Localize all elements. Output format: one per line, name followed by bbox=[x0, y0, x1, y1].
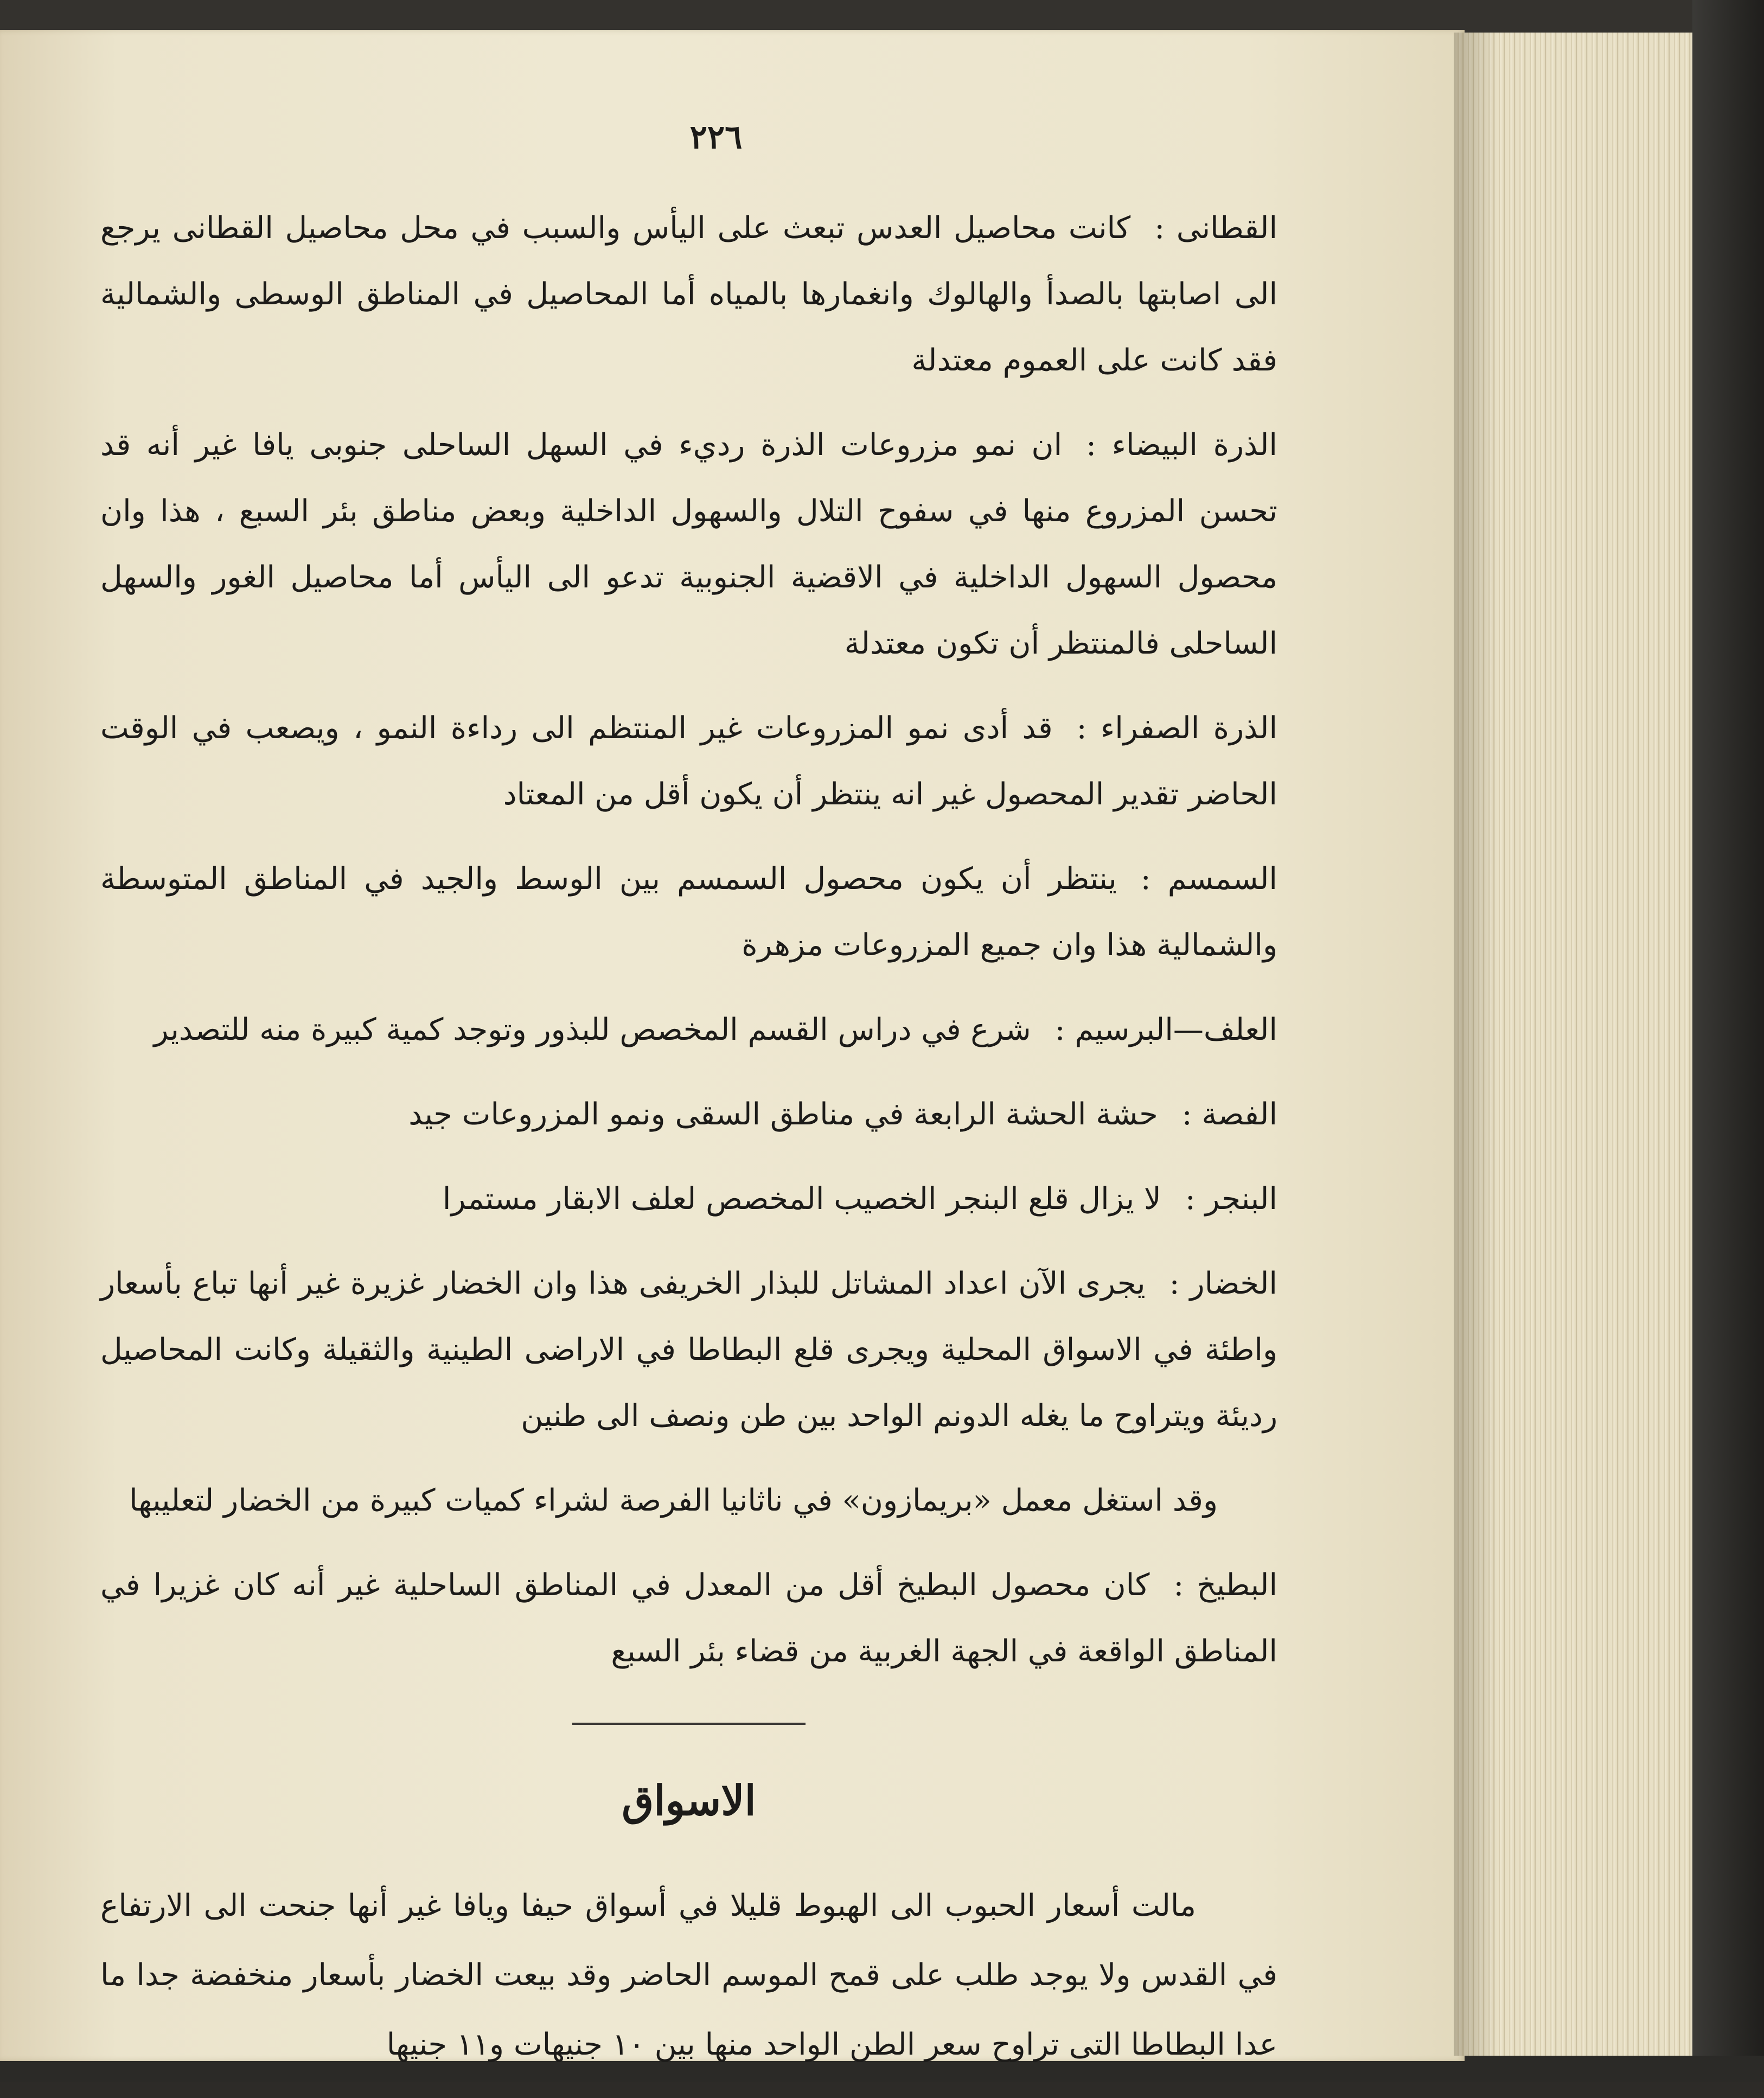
paragraph-body: وقد استغل معمل «بريمازون» في ناثانيا الفرصة لشراء كميات كبيرة من الخضار لتعليبها bbox=[129, 1483, 1218, 1518]
page-number: ٢٢٦ bbox=[689, 118, 743, 156]
paragraph-body: حشة الحشة الرابعة في مناطق السقى ونمو المزروعات جيد bbox=[408, 1097, 1158, 1132]
paragraph-fodder-berseem bbox=[100, 997, 1277, 1063]
paragraph-heading: السمسم : bbox=[1140, 861, 1277, 897]
paragraph-heading: الذرة الصفراء : bbox=[1076, 711, 1277, 746]
paragraph-heading: البنجر : bbox=[1185, 1181, 1277, 1217]
page-text bbox=[100, 195, 1277, 2098]
paragraph-body: قد أدى نمو المزروعات غير المنتظم الى رداءة النمو ، ويصعب في الوقت الحاضر تقدير المحصول غير انه ينتظر أن يكون أقل من المعتاد bbox=[100, 711, 1277, 812]
paragraph-vegetables bbox=[100, 1251, 1277, 1449]
section-title-markets: الاسواق bbox=[622, 1776, 756, 1825]
paragraph-heading: الفصة : bbox=[1181, 1097, 1277, 1132]
paragraph-watermelon bbox=[100, 1552, 1277, 1685]
paragraph-body: كانت محاصيل العدس تبعث على اليأس والسبب في محل محاصيل القطانى يرجع الى اصابتها بالصدأ والهالوك وانغمارها بالمياه أما المحاصيل في المناطق الوسطى والشمالية فقد كانت على العموم معتدلة bbox=[100, 210, 1277, 378]
paragraph-body: كان محصول البطيخ أقل من المعدل في المناطق الساحلية غير أنه كان غزيرا في المناطق الواقعة في الجهة الغربية من قضاء بئر السبع bbox=[100, 1568, 1277, 1669]
paragraph-markets: مالت أسعار الحبوب الى الهبوط قليلا في أسواق حيفا ويافا غير أنها جنحت الى الارتفاع في القدس ولا يوجد طلب على قمح الموسم الحاضر وقد بيعت الخضار بأسعار منخفضة جدا ما عدا البطاطا التى تراوح سعر الطن الواحد منها بين ١٠ جنيهات و١١ جنيها bbox=[100, 1888, 1277, 2062]
paragraph-heading: الخضار : bbox=[1169, 1266, 1277, 1301]
paragraph-yellow-corn bbox=[100, 695, 1277, 828]
section-divider bbox=[572, 1723, 806, 1725]
paragraph-body: شرع في دراس القسم المخصص للبذور وتوجد كمية كبيرة منه للتصدير bbox=[154, 1012, 1031, 1047]
paragraph-canning bbox=[100, 1468, 1277, 1534]
page-gutter-shadow bbox=[1454, 33, 1497, 2056]
book-cover-top bbox=[0, 0, 1764, 33]
paragraph-heading: الذرة البيضاء : bbox=[1086, 427, 1277, 463]
paragraph-sesame bbox=[100, 846, 1277, 978]
book-cover-right bbox=[1692, 0, 1764, 2082]
paragraph-qatani bbox=[100, 195, 1277, 394]
paragraph-body: ينتظر أن يكون محصول السمسم بين الوسط والجيد في المناطق المتوسطة والشمالية هذا وان جميع المزروعات مزهرة bbox=[100, 861, 1277, 963]
paragraph-beet bbox=[100, 1166, 1277, 1232]
paragraph-heading: القطانى : bbox=[1154, 210, 1277, 246]
paragraph-body: يجرى الآن اعداد المشاتل للبذار الخريفى هذا وان الخضار غزيرة غير أنها تباع بأسعار واطئة في الاسواق المحلية ويجرى قلع البطاطا في الاراضى الطينية والثقيلة وكانت المحاصيل رديئة ويتراوح ما يغله الدونم الواحد بين طن ونصف الى طنين bbox=[100, 1266, 1277, 1434]
paragraph-body: لا يزال قلع البنجر الخصيب المخصص لعلف الابقار مستمرا bbox=[442, 1181, 1161, 1217]
paragraph-alfalfa bbox=[100, 1082, 1277, 1148]
paragraph-body: ان نمو مزروعات الذرة رديء في السهل الساحلى جنوبى يافا غير أنه قد تحسن المزروع منها في سفوح التلال والسهول الداخلية وبعض مناطق بئر السبع ، هذا وان محصول السهول الداخلية في الاقضية الجنوبية تدعو الى اليأس أما محاصيل الغور والسهل الساحلى فالمنتظر أن تكون معتدلة bbox=[100, 427, 1277, 661]
paragraph-heading: العلف—البرسيم : bbox=[1054, 1012, 1277, 1047]
paragraph-white-corn bbox=[100, 412, 1277, 677]
paragraph-heading: البطيخ : bbox=[1173, 1568, 1277, 1603]
